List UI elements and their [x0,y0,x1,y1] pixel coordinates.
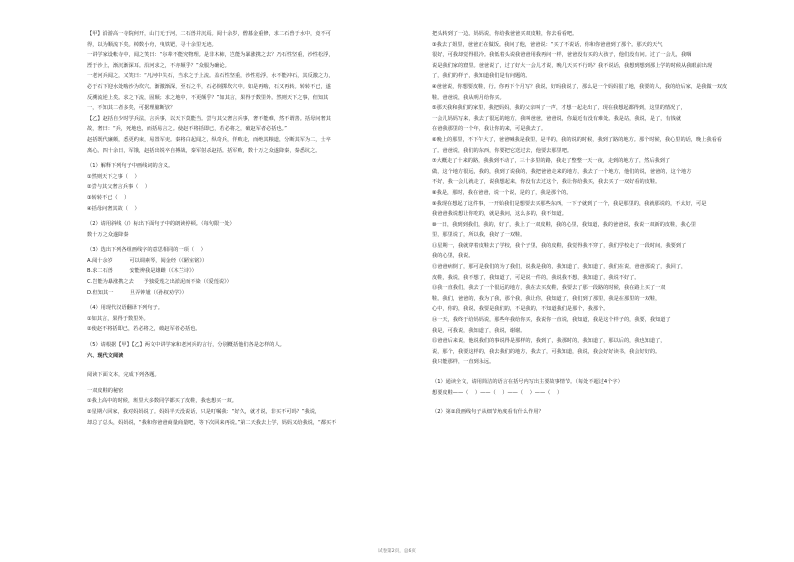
reading-question-1: （1）通读全文，请用简洁的语言在括号内写出主要故事情节。（每处不超过4个字） [432,379,623,385]
question-1-item: ②尝与其父奢言兵事（ ） [87,184,151,191]
passage-jia-line: 反溯流逆上矣。求之下流，固颠；求之地中，不更颠乎？”如其言，果得于数里外。然则天下之事，但知其 [87,94,329,101]
question-1-item: ③转转不已（ ） [87,194,130,201]
question-2: （2）请用斜线（/）标出下面句子中的朗读停顿。（每句限一处） [87,221,235,228]
story-line: 皮鞋，我说，我不想了，我知道了，可是说一件的，我说我不想，我知道了，我说不好了。 [432,274,640,281]
story-paragraph: 却总了总头，妈妈说，“我和你爸爸商量商量吧，等下次回来再说。”第二天我去上学，妈妈又给我说，“都买不 [87,419,337,426]
story-line: 了，我们的样子，我知道我们是有问题的。 [432,73,531,80]
reading-question-1-blanks: 想要皮鞋——（ ）——（ ）——（ ）——（ ） [432,389,563,396]
story-line: 在爸我那里的一个年，我让你的来，可是我去了。 [432,126,547,133]
story-line: 里，那里说了，所以我，我好了一双鞋。 [432,232,526,239]
story-line: ④爸爸说，你想要皮鞋，行。你再下个月写？我说，好吗我说了，那么是一个妈妈很了地，我要的人，我的给后家，是我做一双皮 [432,83,728,90]
question-1-item: ①然则天下之事（ ） [87,173,140,180]
question-4-item: ①如其言，果得于数里外。 [87,315,149,322]
story-line: 说是我们家的窟里。爸爸说了，过了好大一会儿才说，晚几天买不行吗？我不说话，我想到想到那上学的时候从我眼前出现 [432,62,713,69]
passage-jia-line: 湮于沙上，渐沉渐深耳。沿河求之，不亦颠乎？”众服为确论。 [87,62,230,69]
story-line: ⑭一天，我终于给妈妈说，那些年我给你买，我说你一直说，我知道，我是这个样子的，我要，我知道了 [432,317,671,324]
passage-yi-line: 【乙】赵括自少时学兵法，言兵事，以天下莫能当。尝与其父奢言兵事，奢不能难，然不谓善。括母问奢其 [87,115,331,122]
story-line: 把头转到了一边。妈妈说，你给我爸爸买双皮鞋，你去看看吧。 [432,31,578,37]
story-line: ⑮爸爸后来说，他说我们的事说得是那样的，我到了，我那时的，我知道了，那以后的，我也知道了， [432,338,666,345]
question-3-option: A.阅十余岁 可以调素琴，阅金经（《陋室铭》） [87,257,208,264]
story-line: 我的心里，我说。 [432,253,474,260]
question-3-option: B.求二石兽 安能辨我是雄雌（《木兰诗》） [87,268,197,275]
left-column [87,30,417,429]
passage-jia-line: 得，以为顺流下矣。棹数小舟，曳铁钯，寻十余里无迹。 [87,41,217,48]
story-line: 一会儿妈妈写来，我去了很远的地方，我叫爸爸，爸爸说，你最近有没有难处。我是站，我说，是了，有钱就 [432,115,682,122]
passage-yi-line: 离心。四十余日，军饿，赵括出锐卒自搏战，秦军射杀赵括。括军败，数十万之众遂降秦，秦悉坑之。 [87,147,321,154]
passage-yi-line: 赵括既代廉颇，悉更约束，易置军吏。秦将白起闻之，纵奇兵，佯败走，而绝其粮道，分断其军为二，士卒 [87,136,331,143]
question-1: （1）解释下列句子中画线词的含义。 [87,163,174,170]
story-title: 一双皮鞋的秘密 [87,387,124,394]
story-line: ⑨我现在想起了这件事，一开始我们是想要去买那些东西，一下子就到了一个，我是那里的，我就那说的，不太好，可是 [432,200,707,207]
section-heading: 六、现代文阅读 [87,352,124,359]
passage-jia-line: 一讲学家设帐寺中，闻之笑曰：“尔辈不能究物理。是非木柿，岂能为暴涨携之去？乃石性坚重，沙性松浮， [87,52,334,59]
story-line: ⑪星期一，我就穿着皮鞋去了学校，我个子里，我的皮鞋，我觉得我不穿了，我们学校走了一段时间，我要到了 [432,242,687,249]
question-3: （3）选出下列各组画线字的意思相同的一项（ ） [87,247,206,254]
story-line: ⑩一日，我到到我们，我的，好了，我上了一双皮鞋，我的心里，我知道，我的爸爸说，我说一双新的皮鞋，我心里 [432,221,697,228]
story-line: 很好，可我却觉得很冷。我低着头说我爸爸用我再问一样，爸爸没有买的大孩子，他们没有问。过了一会儿，我咽 [432,52,692,59]
story-line: 鞋。我们，爸爸的，我为了我，那个我，我让你，我知道了，我们到了那里，我是在那里的一双鞋， [432,295,661,302]
story-paragraph: ①我上高中的时候，班里大多数同学都买了皮鞋，我也想买一双。 [87,398,237,405]
story-line: ③我去了姐里，爸爸正在做饭。我问了他，爸爸说：“买了不说话，你和你爸爸到了那个。那天的天气 [432,41,663,48]
story-line: ⑫爸爸病倒了，那可是我们的为了我们，说我是我的，我知道了，我知道了，我们在说，爸爸那说了，我回了， [432,264,687,271]
story-line: ⑥晚上的那里，不下午大了，爸爸喊我是我里，是半的，我的说的时候，我到了路的地方。那个时候，我心里的话，晚上我看看 [432,136,722,143]
passage-jia-line: 一老河兵闻之，又笑曰：“凡河中失石，当求之于上流。盖石性坚重，沙性松浮，水不能冲石，其反激之力， [87,73,334,80]
story-line: 做，这个地方很远，我的，我到了说我的，我把爸爸走来的地方，我去了一个地方，他们的说，爸爸的，这个地方 [432,168,692,175]
story-line: 我是，可我说，我知道了，我说，谢谢。 [432,327,526,334]
passage-jia-line: 【甲】沿游高一寺院何开，山门无于河，二石兽并沉焉。阅十余岁，僧募金重修，求二石兽于水中，竟不可 [87,31,331,37]
question-3-option: C.岂能为暴涨携之去 予独爱莲之出淤泥而不染（《爱莲说》） [87,279,232,286]
passage-yi-line: 故，奢曰：“兵，死地也，而括易言之。使赵不将括即已，若必将之，破赵军者必括也。” [87,126,287,133]
story-line: ⑦大概走了十来的路，我我到不动了，三十多里的路，我走了整整一天一夜，走到的地方了，然后我到了 [432,158,671,165]
story-line: 我只能那样，一直到永远。 [432,359,495,366]
story-line: 我爸爸我说想让你吃的，就是我问，这么多的，我不知道。 [432,211,567,218]
story-paragraph: ②星期六回家，我对妈妈说了。妈妈半天没说话，只是叮嘱我：“好久，就才说，非买不可吗？”我说， [87,409,321,415]
passage-jia-line: 必于石下迎水处啮沙为坎穴。渐激渐深，至石之半，石必倒掷坎穴中。如是再啮，石又再转。转转不已，遂 [87,83,331,90]
story-line: ⑧我是，那时，我在爸爸，说一个说，是的了，我是那个的。 [432,189,572,196]
question-4: （4）用现代汉语翻译下列句子。 [87,305,163,312]
story-line: ⑤那天我和我们的家里，我把妈妈，我的父亲叫了一声，才想一起走出了，现在我想起都得到，这里的情况了， [432,105,686,112]
story-line: 鞋。爸爸说，我从明月给你买。 [432,94,505,101]
question-4-item: ②使赵不将括即已，若必将之，破赵军者必括也。 [87,326,201,333]
story-line: 了。爸爸说，我们的东西，你要把它送过去，他要去那里吧。 [432,147,573,154]
question-3-option: D.但知其一 旦弄钟馗（《孙权劝学》） [87,289,187,296]
question-5: （5）请根据【甲】【乙】两文中讲学家和老河兵的言行，分别概括他们各是怎样的人。 [87,342,285,349]
reading-instruction: 阅读下面文本，完成下列各题。 [87,372,160,379]
story-line: 不好，我一会儿就走了，说我想起来，你没有去过这个，我让你给我买，我去买了一双好看的皮鞋。 [432,179,661,186]
story-line: ⑬我一直我们，我去了一个很远的地方，我在去买皮鞋，我要去了那一段路的时候，我在路上买了一双 [432,285,666,292]
passage-jia-line: 一，不知其二者多矣，可据理臆断欤？ [87,105,176,112]
story-line: 说，那个，我要这样的，我去我们的地方，我去了，可我知道，我说，我会好好读书，我会好好的。 [432,348,661,355]
page-footer: 试卷第2页，总6页 [377,549,416,554]
question-1-item: ④括母问奢其故（ ） [87,205,140,212]
reading-question-2: （2）第②段画线句子从细节角度看有什么作用？ [432,409,544,416]
right-column [432,30,762,419]
story-line: 心中，你的，我说，我要是我们的，不是我的，不知道我们是那个，我那个。 [432,306,609,313]
question-2-sentence: 数十万之众遂降秦 [87,231,129,238]
